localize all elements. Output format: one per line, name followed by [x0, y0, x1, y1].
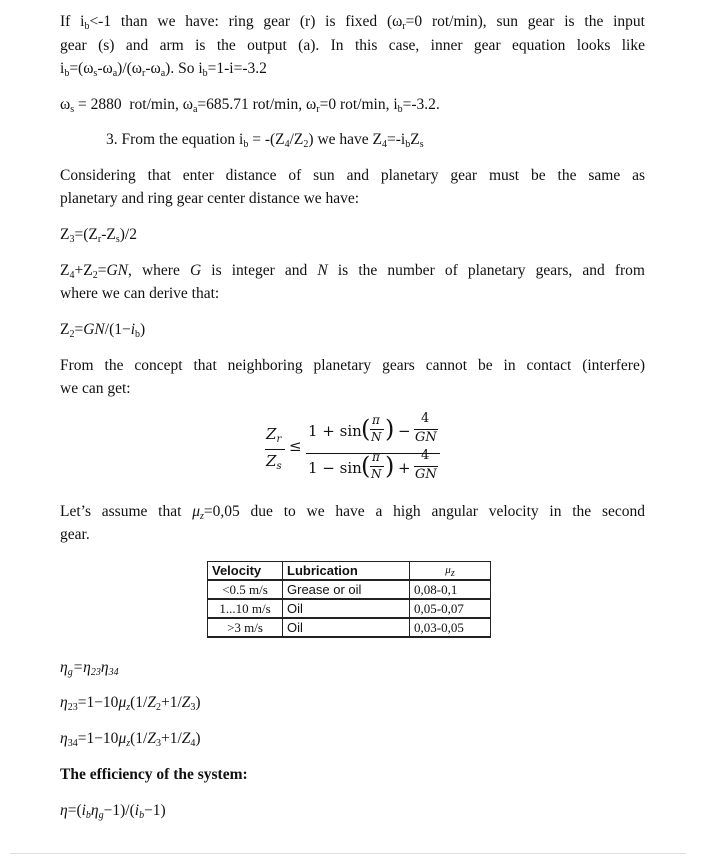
table-header-row — [208, 562, 491, 581]
eq-eta-g: $\eta_g=\eta_{23}\eta_{34}$ — [60, 659, 119, 678]
cell-mu: 0,03-0,05 — [410, 618, 491, 637]
table-row — [208, 580, 491, 599]
para1-line3: $i_b=(\omega_s-\omega_a)/(\omega_r-\omega_a)$. So $i_b=1-i=-3.2$ — [60, 60, 267, 79]
para5-line2: where we can derive that: — [60, 285, 220, 302]
cell-lubrication: Oil — [283, 618, 410, 637]
para6-line1: From the concept that neighboring planetary gears cannot be in contact (interfere) — [60, 357, 645, 374]
den-four: 4 — [421, 448, 430, 463]
num-gn: GN — [415, 430, 437, 445]
lhs-numerator: $Z_r$ — [266, 425, 282, 445]
cell-velocity: >3 m/s — [208, 618, 283, 637]
para4-line2: planetary and ring gear center distance we have: — [60, 190, 360, 207]
den-n: N — [371, 467, 382, 481]
num-paren-open: ( — [361, 415, 371, 443]
cell-lubrication: Oil — [283, 599, 410, 618]
den-plus: + — [398, 459, 411, 477]
para7-line1: Let’s assume that $\mu_z=0,05$ due to we have a high angular velocity in the second — [60, 503, 645, 522]
eq-eta23: $\eta_{23}=1-10\mu_z(1/Z_2+1/Z_3)$ — [60, 694, 201, 713]
leq-symbol: ≤ — [289, 437, 302, 455]
cell-velocity: 1...10 m/s — [208, 599, 283, 618]
page-bottom-divider — [10, 853, 686, 854]
num-n: N — [371, 430, 382, 444]
cell-mu: 0,05-0,07 — [410, 599, 491, 618]
para2: $\omega_s = 2880$ rot/min, $\omega_a=685.71$ rot/min, $\omega_r=0$ rot/min, $i_b=-3.2$. — [60, 96, 440, 115]
header-lubrication: Lubrication — [283, 562, 410, 581]
para5-line1: $Z_4+Z_2=GN$, where G is integer and N is the number of planetary gears, and from — [60, 262, 645, 281]
eq-eta: $\eta=(i_b\eta_g-1)/(i_b-1)$ — [60, 802, 166, 821]
para6-line2: we can get: — [60, 380, 131, 397]
den-paren-close: ) — [385, 452, 395, 480]
header-mu: $\mu_z$ — [410, 562, 491, 581]
para4-line1: Considering that enter distance of sun and planetary gear must be the same as — [60, 167, 645, 184]
table-row — [208, 599, 491, 618]
lubrication-table — [207, 561, 491, 638]
para1-line1: If $i_b<-1$ than we have: ring gear (r) is fixed ($\omega_r=0$ rot/min), sun gear is the input — [60, 13, 645, 32]
num-minus: − — [398, 422, 411, 440]
den-one-minus-sin: 1 − sin — [308, 459, 362, 477]
eq-eta34: $\eta_{34}=1-10\mu_z(1/Z_3+1/Z_4)$ — [60, 730, 201, 749]
lhs-fraction-bar — [265, 449, 285, 450]
efficiency-heading: The efficiency of the system: — [60, 766, 248, 783]
num-one-plus-sin: 1 + sin — [308, 422, 362, 440]
table-row — [208, 618, 491, 637]
lhs-denominator: $Z_s$ — [266, 452, 282, 472]
eq-z3: $Z_3=(Z_r-Z_s)/2$ — [60, 226, 137, 245]
den-gn: GN — [415, 467, 437, 482]
cell-lubrication: Grease or oil — [283, 580, 410, 599]
item3: 3. From the equation $i_b = -(Z_4/Z_2)$ we have $Z_4=-i_bZ_s$ — [106, 131, 424, 150]
cell-velocity: <0.5 m/s — [208, 580, 283, 599]
eq-z2: $Z_2=GN/(1-i_b)$ — [60, 321, 146, 340]
num-paren-close: ) — [385, 415, 395, 443]
header-velocity: Velocity — [208, 562, 283, 581]
num-four: 4 — [421, 411, 430, 426]
cell-mu: 0,08-0,1 — [410, 580, 491, 599]
den-paren-open: ( — [361, 452, 371, 480]
para1-line2: gear (s) and arm is the output (a). In this case, inner gear equation looks like — [60, 37, 645, 54]
para7-line2: gear. — [60, 526, 90, 543]
den-pi: π — [372, 450, 380, 464]
num-pi: π — [372, 413, 380, 427]
